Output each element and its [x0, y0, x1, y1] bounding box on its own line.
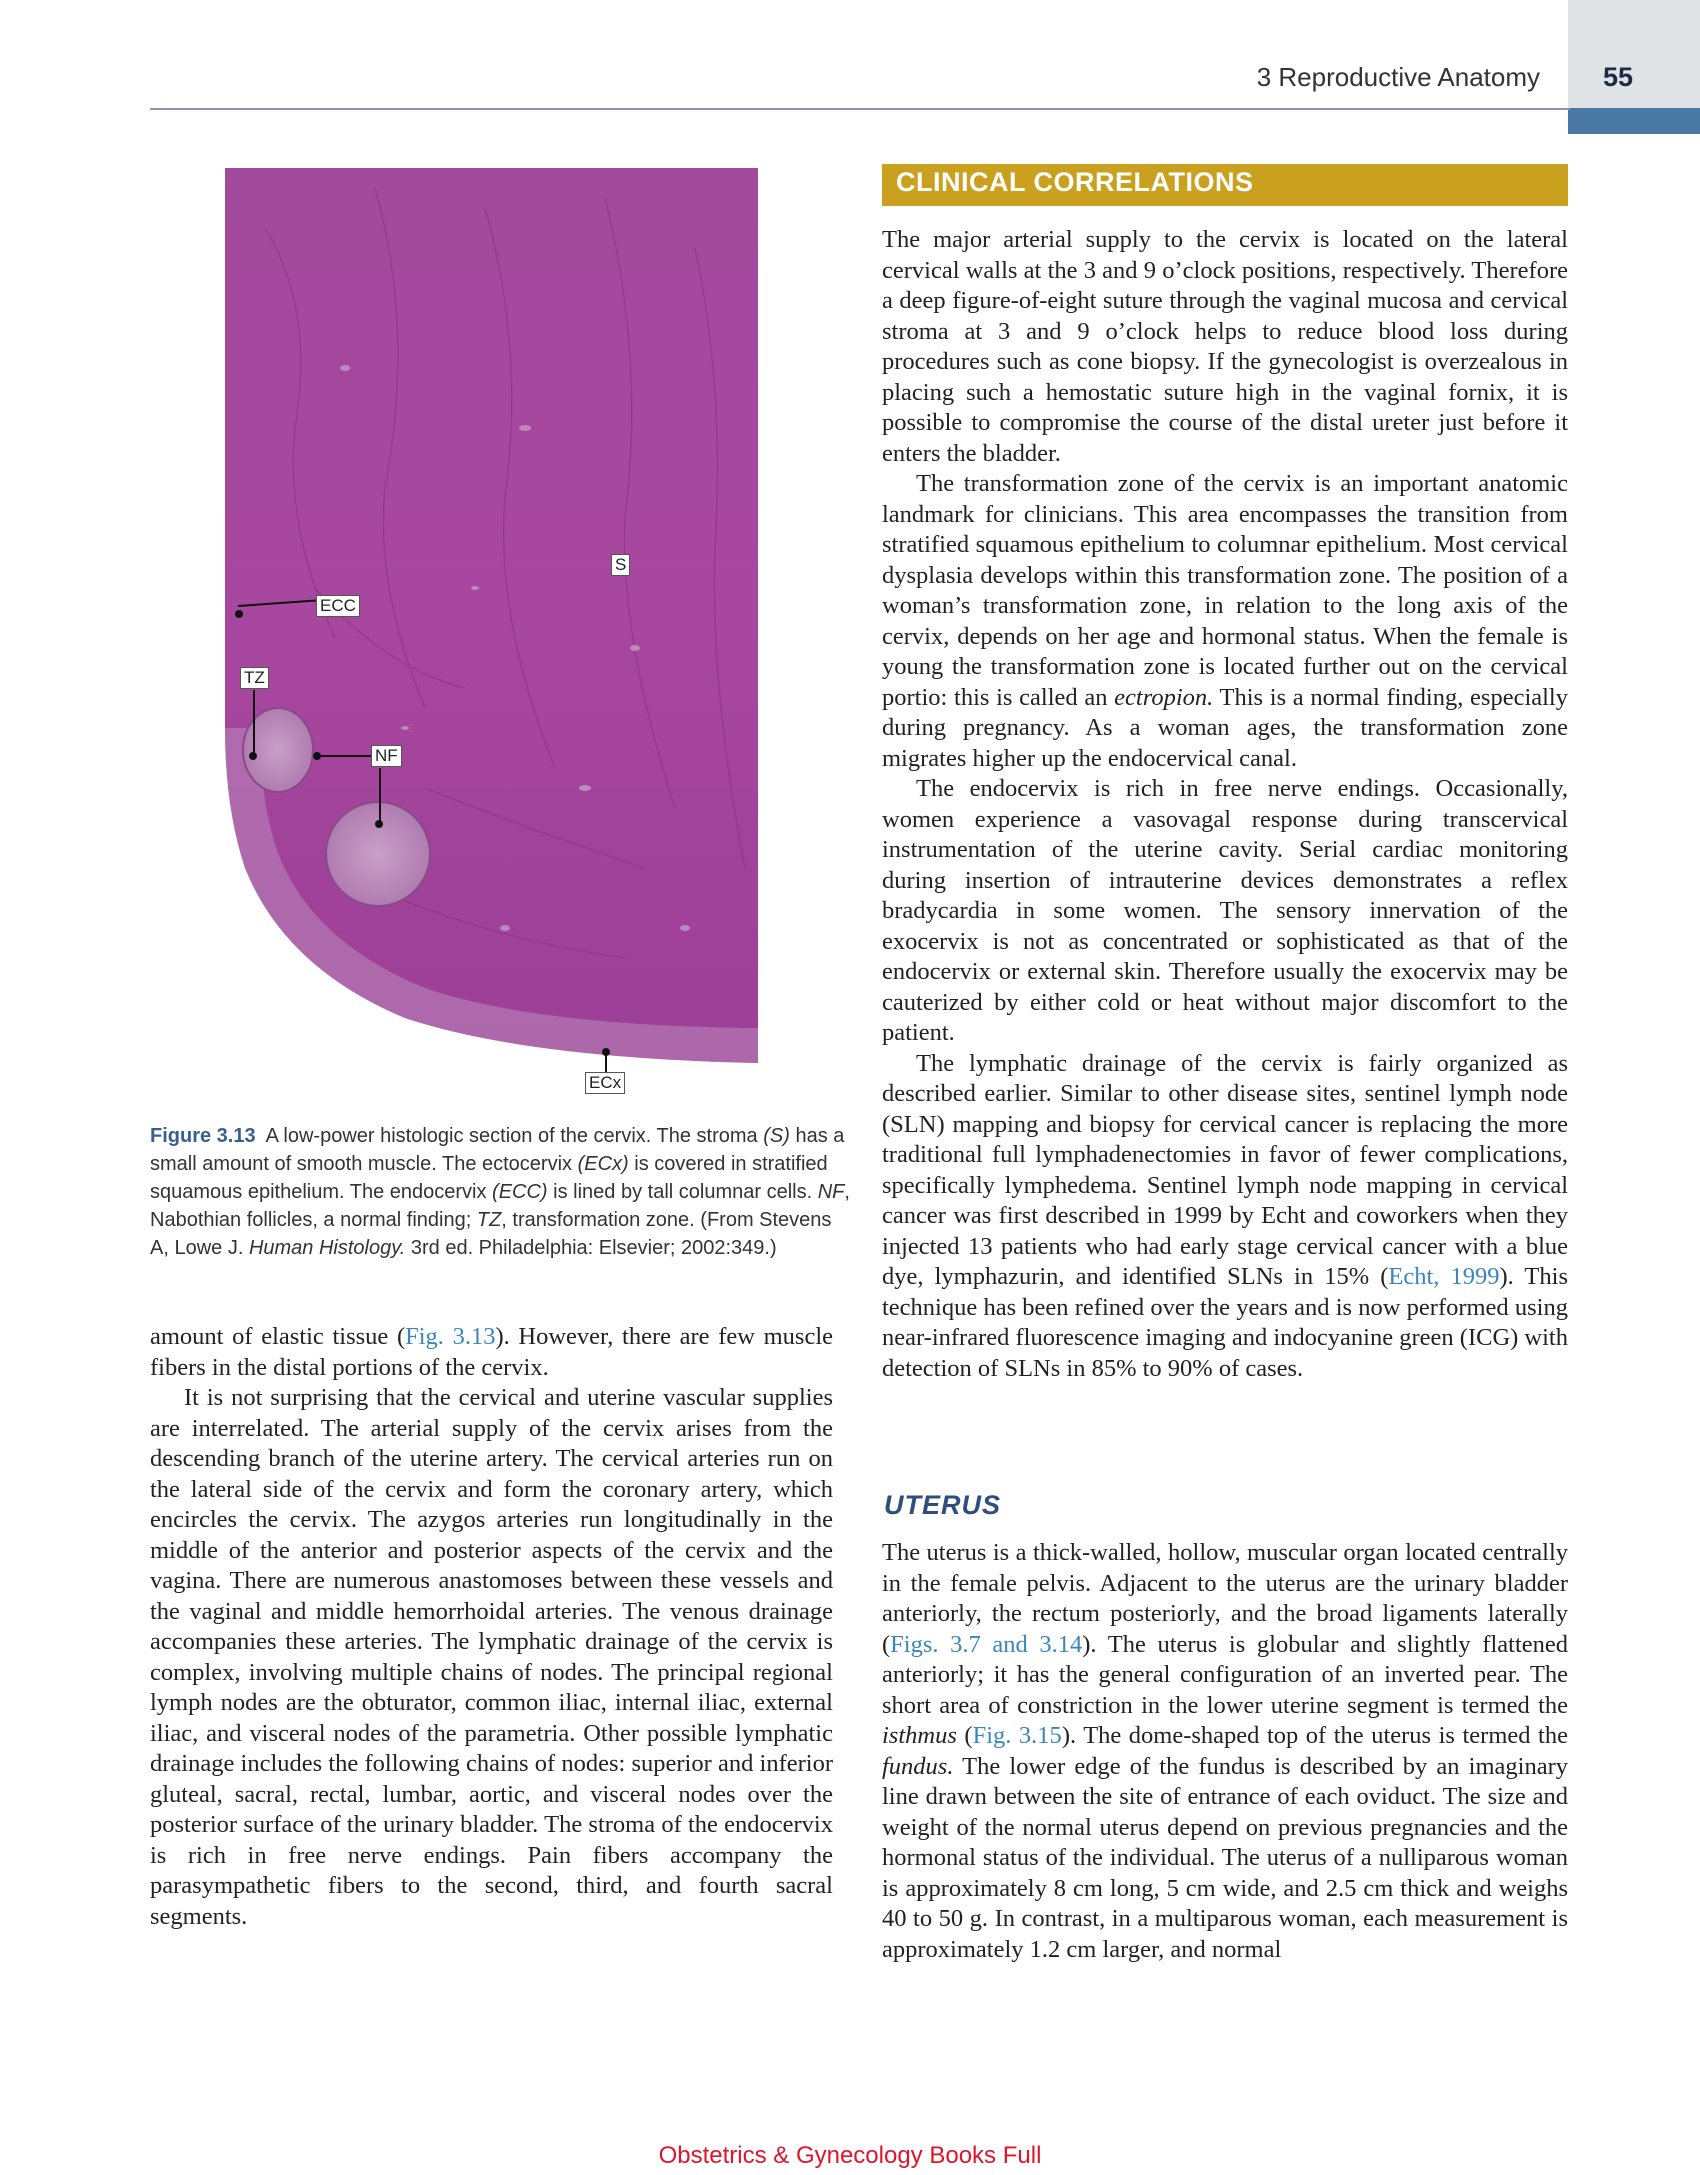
- clinical-correlations-title: CLINICAL CORRELATIONS: [896, 167, 1254, 197]
- tz-leader-line: [253, 690, 255, 756]
- figure-number: Figure 3.13: [150, 1125, 256, 1147]
- header-rule: [150, 108, 1570, 110]
- page-number: 55: [1602, 62, 1634, 92]
- ecx-leader-line: [605, 1052, 607, 1072]
- figure-link[interactable]: Fig. 3.13: [405, 1323, 496, 1350]
- running-header: 3 Reproductive Anatomy: [1256, 62, 1540, 92]
- citation-link[interactable]: Echt, 1999: [1388, 1263, 1500, 1290]
- paragraph: It is not surprising that the cervical and uterine vascular supplies are interrelated. The arterial supply of the cervix arises from the descending branch of the uterine artery. The cervical arteries run on the lateral side of the cervix and form the coronary artery, which encircles the cervix. The azygos arteries run longitudinally in the middle of the anterior and posterior aspects of the cervix and the vagina. There are numerous anastomoses between these vessels and the vaginal and middle hemorrhoidal arteries. The venous drainage accompanies these arteries. The lymphatic drainage of the cervix is complex, involving multiple chains of nodes. The principal regional lymph nodes are the obturator, common iliac, internal iliac, external iliac, and visceral nodes of the parametria. Other possible lymphatic drainage includes the following chains of nodes: superior and inferior gluteal, sacral, rectal, lumbar, aortic, and visceral nodes over the posterior surface of the urinary bladder. The stroma of the endocervix is rich in free nerve endings. Pain fibers accompany the parasympathetic fibers to the second, third, and fourth sacral segments.: [150, 1384, 833, 1930]
- ecc-leader-dot: [235, 610, 243, 618]
- paragraph: The endocervix is rich in free nerve endings. Occasionally, women experience a vasovagal response during transcervical instrumentation of the uterine cavity. Serial cardiac monitoring during insertion of intrauterine devices demonstrates a reflex bradycardia in some women. The sensory innervation of the exocervix is not as concentrated or sophisticated as that of the endocervix or external skin. Therefore usually the exocervix may be cauterized by either cold or heat without major discomfort to the patient.: [882, 775, 1568, 1046]
- label-stroma: S: [611, 554, 630, 576]
- section-heading-uterus: UTERUS: [884, 1490, 1002, 1520]
- nf-leader-dot-bottom: [375, 820, 383, 828]
- label-ecx: ECx: [585, 1072, 625, 1094]
- footer-watermark-text: Obstetrics & Gynecology Books Full: [658, 2142, 1042, 2169]
- paragraph: The major arterial supply to the cervix is located on the lateral cervical walls at the 3 and 9 o’clock positions, respectively. Therefore a deep figure-of-eight suture through the vaginal mucosa and cervical stroma at 3 and 9 o’clock helps to reduce blood loss during procedures such as cone biopsy. If the gynecologist is overzealous in placing such a hemostatic suture high in the vaginal fornix, it is possible to compromise the course of the distal ureter just before it enters the bladder.: [882, 226, 1568, 467]
- label-ecc: ECC: [316, 595, 360, 617]
- paragraph: The lymphatic drainage of the cervix is fairly organized as described earlier. Similar to other disease sites, sentinel lymph node (SLN) mapping and biopsy for cervical cancer is replacing the more traditional full lymphadenectomies in favor of fewer complications, specifically lymphedema. Sentinel lymph node mapping in cervical cancer was first described in 1999 by Echt and coworkers when they injected 13 patients who had early stage cervical cancer with a blue dye, lymphazurin, and identified SLNs in 15% (Echt, 1999). This technique has been refined over the years and is now performed using near-infrared fluorescence imaging and indocyanine green (ICG) with detection of SLNs in 85% to 90% of cases.: [882, 1049, 1568, 1382]
- cervix-section-illustration: [225, 168, 758, 1076]
- paragraph: The transformation zone of the cervix is an important anatomic landmark for clinicians. This area encompasses the transition from stratified squamous epithelium to columnar epithelium. Most cervical dysplasia develops within this transformation zone. The position of a woman’s transformation zone, in relation to the long axis of the cervix, depends on her age and hormonal status. When the female is young the transformation zone is located further out on the cervical portio: this is called an ectropion. This is a normal finding, especially during pregnancy. As a woman ages, the transformation zone migrates higher up the endocervical canal.: [882, 470, 1568, 772]
- figure-caption: Figure 3.13 A low-power histologic section of the cervix. The stroma (S) has a small amount of smooth muscle. The ectocervix (ECx) is covered in stratified squamous epithelium. The endocervix (ECC) is lined by tall columnar cells. NF, Nabothian follicles, a normal finding; TZ, transformation zone. (From Stevens A, Lowe J. Human Histology. 3rd ed. Philadelphia: Elsevier; 2002:349.): [150, 1125, 850, 1259]
- clinical-correlations-text: [882, 225, 1568, 1384]
- label-tz: TZ: [240, 667, 269, 689]
- histology-figure: [225, 168, 758, 1076]
- label-nf: NF: [371, 745, 402, 767]
- paragraph: amount of elastic tissue (Fig. 3.13). However, there are few muscle fibers in the distal portions of the cervix.: [150, 1323, 834, 1381]
- nf-leader-line-h: [317, 755, 371, 757]
- left-column-text: [150, 1322, 833, 1932]
- figure-link[interactable]: Figs. 3.7 and 3.14: [890, 1630, 1083, 1658]
- tz-leader-dot: [249, 752, 257, 760]
- nf-leader-line-v: [379, 768, 381, 824]
- figure-link[interactable]: Fig. 3.15: [972, 1722, 1062, 1749]
- uterus-text: [882, 1538, 1568, 1965]
- paragraph: The uterus is a thick-walled, hollow, muscular organ located centrally in the female pelvis. Adjacent to the uterus are the urinary bladder anteriorly, the rectum posteriorly, and the broad ligaments laterally (Figs. 3.7 and 3.14). The uterus is globular and slightly flattened anteriorly; it has the general configuration of an inverted pear. The short area of constriction in the lower uterine segment is termed the isthmus (Fig. 3.15). The dome-shaped top of the uterus is termed the fundus. The lower edge of the fundus is described by an imaginary line drawn between the site of entrance of each oviduct. The size and weight of the normal uterus depend on previous pregnancies and the hormonal status of the individual. The uterus of a nulliparous woman is approximately 8 cm long, 5 cm wide, and 2.5 cm thick and weighs 40 to 50 g. In contrast, in a multiparous woman, each measurement is approximately 1.2 cm larger, and normal: [882, 1539, 1569, 1963]
- large-nabothian-follicle: [326, 802, 430, 906]
- page-tab-accent: [1568, 108, 1700, 134]
